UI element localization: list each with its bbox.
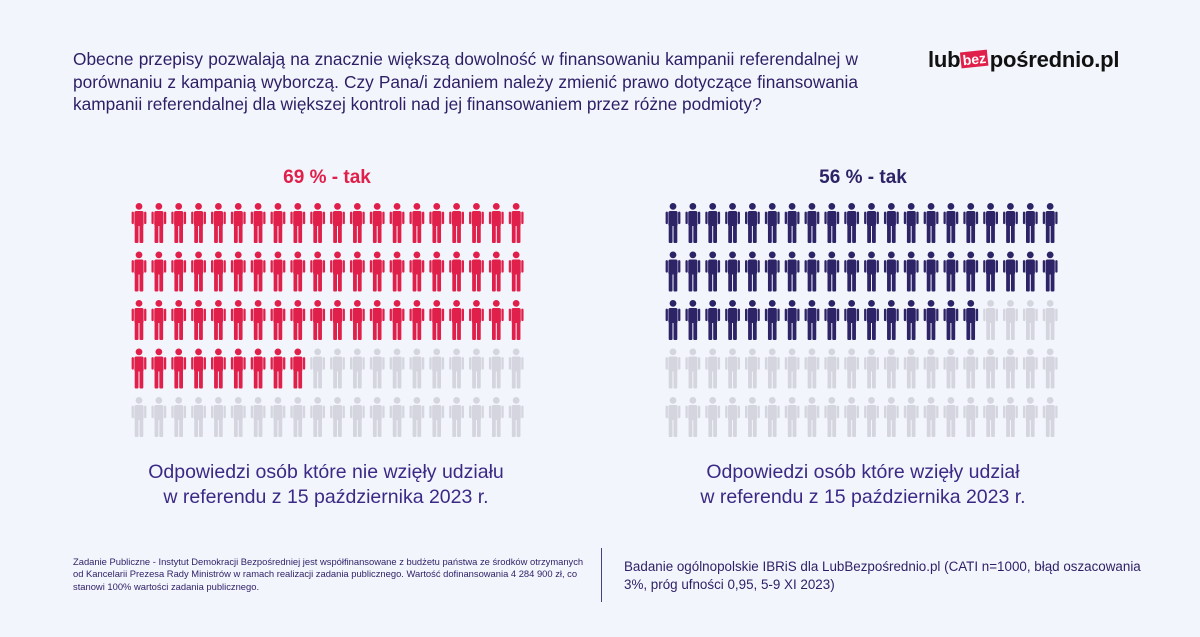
left-person-icon	[410, 349, 425, 389]
left-person-icon	[271, 252, 286, 292]
right-person-icon	[1043, 397, 1058, 437]
right-person-icon	[805, 203, 820, 243]
left-person-icon	[410, 203, 425, 243]
left-person-icon	[290, 349, 305, 389]
left-person-icon	[449, 252, 464, 292]
left-person-icon	[171, 300, 186, 340]
right-person-icon	[666, 300, 681, 340]
left-person-icon	[191, 203, 206, 243]
left-person-icon	[370, 203, 385, 243]
right-pictogram-chart	[664, 202, 1064, 442]
right-person-icon	[666, 252, 681, 292]
left-person-icon	[429, 203, 444, 243]
right-person-icon	[944, 397, 959, 437]
right-person-icon	[963, 349, 978, 389]
left-person-icon	[290, 397, 305, 437]
left-person-icon	[429, 397, 444, 437]
right-person-icon	[765, 349, 780, 389]
right-person-icon	[685, 203, 700, 243]
right-person-icon	[864, 203, 879, 243]
right-person-icon	[983, 203, 998, 243]
left-caption-line-1: Odpowiedzi osób które nie wzięły udziału	[148, 461, 504, 483]
left-person-icon	[290, 252, 305, 292]
logo-part-2: bez	[962, 49, 988, 69]
right-person-icon	[705, 252, 720, 292]
left-person-icon	[330, 349, 345, 389]
right-person-icon	[864, 252, 879, 292]
right-person-icon	[725, 397, 740, 437]
survey-source-note: Badanie ogólnopolskie IBRiS dla LubBezpośrednio.pl (CATI n=1000, błąd oszacowania 3%, próg ufności 0,95, 5-9 XI 2023)	[624, 559, 1141, 592]
left-person-icon	[191, 349, 206, 389]
right-person-icon	[904, 397, 919, 437]
left-person-icon	[390, 300, 405, 340]
left-person-icon	[171, 397, 186, 437]
right-person-icon	[725, 300, 740, 340]
left-person-icon	[191, 252, 206, 292]
right-person-icon	[924, 203, 939, 243]
right-person-icon	[785, 397, 800, 437]
right-person-icon	[745, 349, 760, 389]
left-person-icon	[211, 349, 226, 389]
left-person-icon	[469, 397, 484, 437]
left-person-icon	[350, 300, 365, 340]
left-person-icon	[429, 349, 444, 389]
right-person-icon	[844, 349, 859, 389]
left-person-icon	[370, 397, 385, 437]
right-person-icon	[904, 300, 919, 340]
left-person-icon	[509, 397, 524, 437]
footer-divider	[601, 548, 602, 602]
right-person-icon	[745, 397, 760, 437]
left-person-icon	[290, 300, 305, 340]
left-person-icon	[350, 203, 365, 243]
left-person-icon	[151, 397, 166, 437]
left-person-icon	[509, 300, 524, 340]
right-person-icon	[745, 203, 760, 243]
left-person-icon	[251, 252, 266, 292]
right-person-icon	[944, 203, 959, 243]
right-person-icon	[685, 300, 700, 340]
left-person-icon	[469, 252, 484, 292]
left-chart-label: 69 % - tak	[283, 167, 371, 188]
left-person-icon	[410, 397, 425, 437]
right-caption-line-2: w referendu z 15 października 2023 r.	[700, 486, 1026, 508]
right-person-icon	[963, 252, 978, 292]
right-person-icon	[1023, 252, 1038, 292]
right-person-icon	[765, 300, 780, 340]
right-person-icon	[785, 349, 800, 389]
left-person-icon	[271, 300, 286, 340]
right-person-icon	[685, 349, 700, 389]
left-person-icon	[290, 203, 305, 243]
left-person-icon	[509, 252, 524, 292]
right-person-icon	[884, 203, 899, 243]
right-person-icon	[765, 252, 780, 292]
left-person-icon	[350, 252, 365, 292]
right-person-icon	[904, 252, 919, 292]
right-person-icon	[805, 300, 820, 340]
left-person-icon	[211, 203, 226, 243]
right-person-icon	[963, 300, 978, 340]
right-person-icon	[805, 252, 820, 292]
left-person-icon	[489, 397, 504, 437]
left-person-icon	[211, 252, 226, 292]
right-person-icon	[944, 252, 959, 292]
right-person-icon	[666, 203, 681, 243]
left-person-icon	[350, 349, 365, 389]
right-person-icon	[944, 300, 959, 340]
left-person-icon	[330, 252, 345, 292]
right-chart-caption	[603, 460, 1123, 510]
right-person-icon	[844, 203, 859, 243]
left-person-icon	[429, 300, 444, 340]
right-person-icon	[924, 349, 939, 389]
right-person-icon	[824, 397, 839, 437]
right-person-icon	[725, 203, 740, 243]
left-pictogram-chart	[130, 202, 530, 442]
left-person-icon	[251, 349, 266, 389]
left-person-icon	[489, 203, 504, 243]
left-person-icon	[370, 349, 385, 389]
left-person-icon	[151, 349, 166, 389]
right-person-icon	[1023, 300, 1038, 340]
right-person-icon	[725, 252, 740, 292]
right-person-icon	[983, 397, 998, 437]
left-person-icon	[151, 300, 166, 340]
left-person-icon	[370, 300, 385, 340]
right-person-icon	[785, 203, 800, 243]
funding-note: Zadanie Publiczne - Instytut Demokracji Bezpośredniej jest współfinansowane z budżetu państwa ze środków otrzymanych od Kancelarii Prezesa Rady Ministrów w ramach realizacji zadania publicznego. Wartość dofinansowania 4 284 900 zł, co stanowi 100% wartości zadania publicznego.	[73, 556, 584, 592]
right-person-icon	[824, 349, 839, 389]
left-person-icon	[132, 300, 147, 340]
left-person-icon	[330, 397, 345, 437]
right-person-icon	[824, 252, 839, 292]
logo-part-1: lub	[928, 47, 961, 72]
right-person-icon	[884, 349, 899, 389]
left-person-icon	[151, 203, 166, 243]
left-person-icon	[489, 349, 504, 389]
left-person-icon	[370, 252, 385, 292]
left-person-icon	[231, 397, 246, 437]
left-person-icon	[469, 203, 484, 243]
left-person-icon	[211, 300, 226, 340]
right-person-icon	[1003, 300, 1018, 340]
right-person-icon	[963, 397, 978, 437]
right-person-icon	[983, 252, 998, 292]
right-person-icon	[666, 397, 681, 437]
logo-part-3: pośrednio.pl	[989, 47, 1120, 72]
right-person-icon	[725, 349, 740, 389]
right-person-icon	[1043, 203, 1058, 243]
right-person-icon	[924, 300, 939, 340]
right-person-icon	[666, 349, 681, 389]
right-person-icon	[864, 349, 879, 389]
left-person-icon	[390, 397, 405, 437]
left-person-icon	[231, 300, 246, 340]
left-person-icon	[231, 203, 246, 243]
left-person-icon	[231, 252, 246, 292]
right-person-icon	[1023, 397, 1038, 437]
left-person-icon	[489, 252, 504, 292]
right-person-icon	[745, 252, 760, 292]
left-person-icon	[191, 397, 206, 437]
right-person-icon	[1003, 397, 1018, 437]
right-person-icon	[705, 203, 720, 243]
right-person-icon	[1043, 252, 1058, 292]
left-person-icon	[132, 349, 147, 389]
right-person-icon	[1023, 349, 1038, 389]
right-person-icon	[864, 300, 879, 340]
left-person-icon	[251, 397, 266, 437]
right-person-icon	[983, 300, 998, 340]
right-person-icon	[685, 252, 700, 292]
left-person-icon	[410, 252, 425, 292]
survey-question: Obecne przepisy pozwalają na znacznie większą dowolność w finansowaniu kampanii referendalnej w porównaniu z kampanią wyborczą. Czy Pana/i zdaniem należy zmienić prawo dotyczące finansowania kampanii referendalnej dla większej kontroli nad jej finansowaniem przez różne podmioty?	[73, 49, 858, 114]
right-person-icon	[844, 397, 859, 437]
right-person-icon	[884, 300, 899, 340]
left-person-icon	[271, 397, 286, 437]
left-person-icon	[132, 397, 147, 437]
left-person-icon	[171, 349, 186, 389]
left-person-icon	[429, 252, 444, 292]
right-person-icon	[685, 397, 700, 437]
right-person-icon	[844, 300, 859, 340]
left-person-icon	[449, 300, 464, 340]
left-person-icon	[469, 349, 484, 389]
left-person-icon	[330, 203, 345, 243]
left-person-icon	[211, 397, 226, 437]
left-person-icon	[390, 252, 405, 292]
left-person-icon	[390, 349, 405, 389]
right-chart-label: 56 % - tak	[819, 167, 907, 188]
right-person-icon	[1043, 349, 1058, 389]
right-person-icon	[705, 349, 720, 389]
left-person-icon	[251, 300, 266, 340]
left-person-icon	[310, 349, 325, 389]
right-person-icon	[924, 397, 939, 437]
right-person-icon	[705, 397, 720, 437]
right-person-icon	[785, 252, 800, 292]
left-person-icon	[449, 203, 464, 243]
right-person-icon	[1043, 300, 1058, 340]
right-person-icon	[884, 252, 899, 292]
left-person-icon	[509, 203, 524, 243]
left-person-icon	[410, 300, 425, 340]
left-person-icon	[310, 397, 325, 437]
left-person-icon	[231, 349, 246, 389]
left-chart-caption	[66, 460, 586, 510]
right-person-icon	[1003, 252, 1018, 292]
right-person-icon	[824, 203, 839, 243]
right-person-icon	[805, 349, 820, 389]
right-person-icon	[745, 300, 760, 340]
left-person-icon	[390, 203, 405, 243]
right-caption-line-1: Odpowiedzi osób które wzięły udział	[706, 461, 1020, 483]
right-person-icon	[824, 300, 839, 340]
left-person-icon	[469, 300, 484, 340]
left-person-icon	[350, 397, 365, 437]
right-person-icon	[1003, 203, 1018, 243]
right-person-icon	[765, 397, 780, 437]
left-person-icon	[271, 349, 286, 389]
left-person-icon	[449, 397, 464, 437]
right-person-icon	[904, 349, 919, 389]
right-person-icon	[805, 397, 820, 437]
right-person-icon	[904, 203, 919, 243]
left-person-icon	[171, 252, 186, 292]
right-person-icon	[705, 300, 720, 340]
left-person-icon	[310, 300, 325, 340]
right-person-icon	[884, 397, 899, 437]
left-caption-line-2: w referendu z 15 października 2023 r.	[163, 486, 489, 508]
left-person-icon	[132, 252, 147, 292]
left-person-icon	[489, 300, 504, 340]
right-person-icon	[983, 349, 998, 389]
right-person-icon	[924, 252, 939, 292]
left-person-icon	[251, 203, 266, 243]
right-person-icon	[844, 252, 859, 292]
left-person-icon	[171, 203, 186, 243]
left-person-icon	[271, 203, 286, 243]
left-person-icon	[449, 349, 464, 389]
right-person-icon	[765, 203, 780, 243]
right-person-icon	[963, 203, 978, 243]
right-person-icon	[864, 397, 879, 437]
right-person-icon	[1023, 203, 1038, 243]
right-person-icon	[944, 349, 959, 389]
left-person-icon	[191, 300, 206, 340]
left-person-icon	[330, 300, 345, 340]
right-person-icon	[1003, 349, 1018, 389]
left-person-icon	[310, 252, 325, 292]
logo[interactable]	[928, 47, 1119, 73]
right-person-icon	[785, 300, 800, 340]
left-person-icon	[310, 203, 325, 243]
left-person-icon	[509, 349, 524, 389]
left-person-icon	[151, 252, 166, 292]
left-person-icon	[132, 203, 147, 243]
